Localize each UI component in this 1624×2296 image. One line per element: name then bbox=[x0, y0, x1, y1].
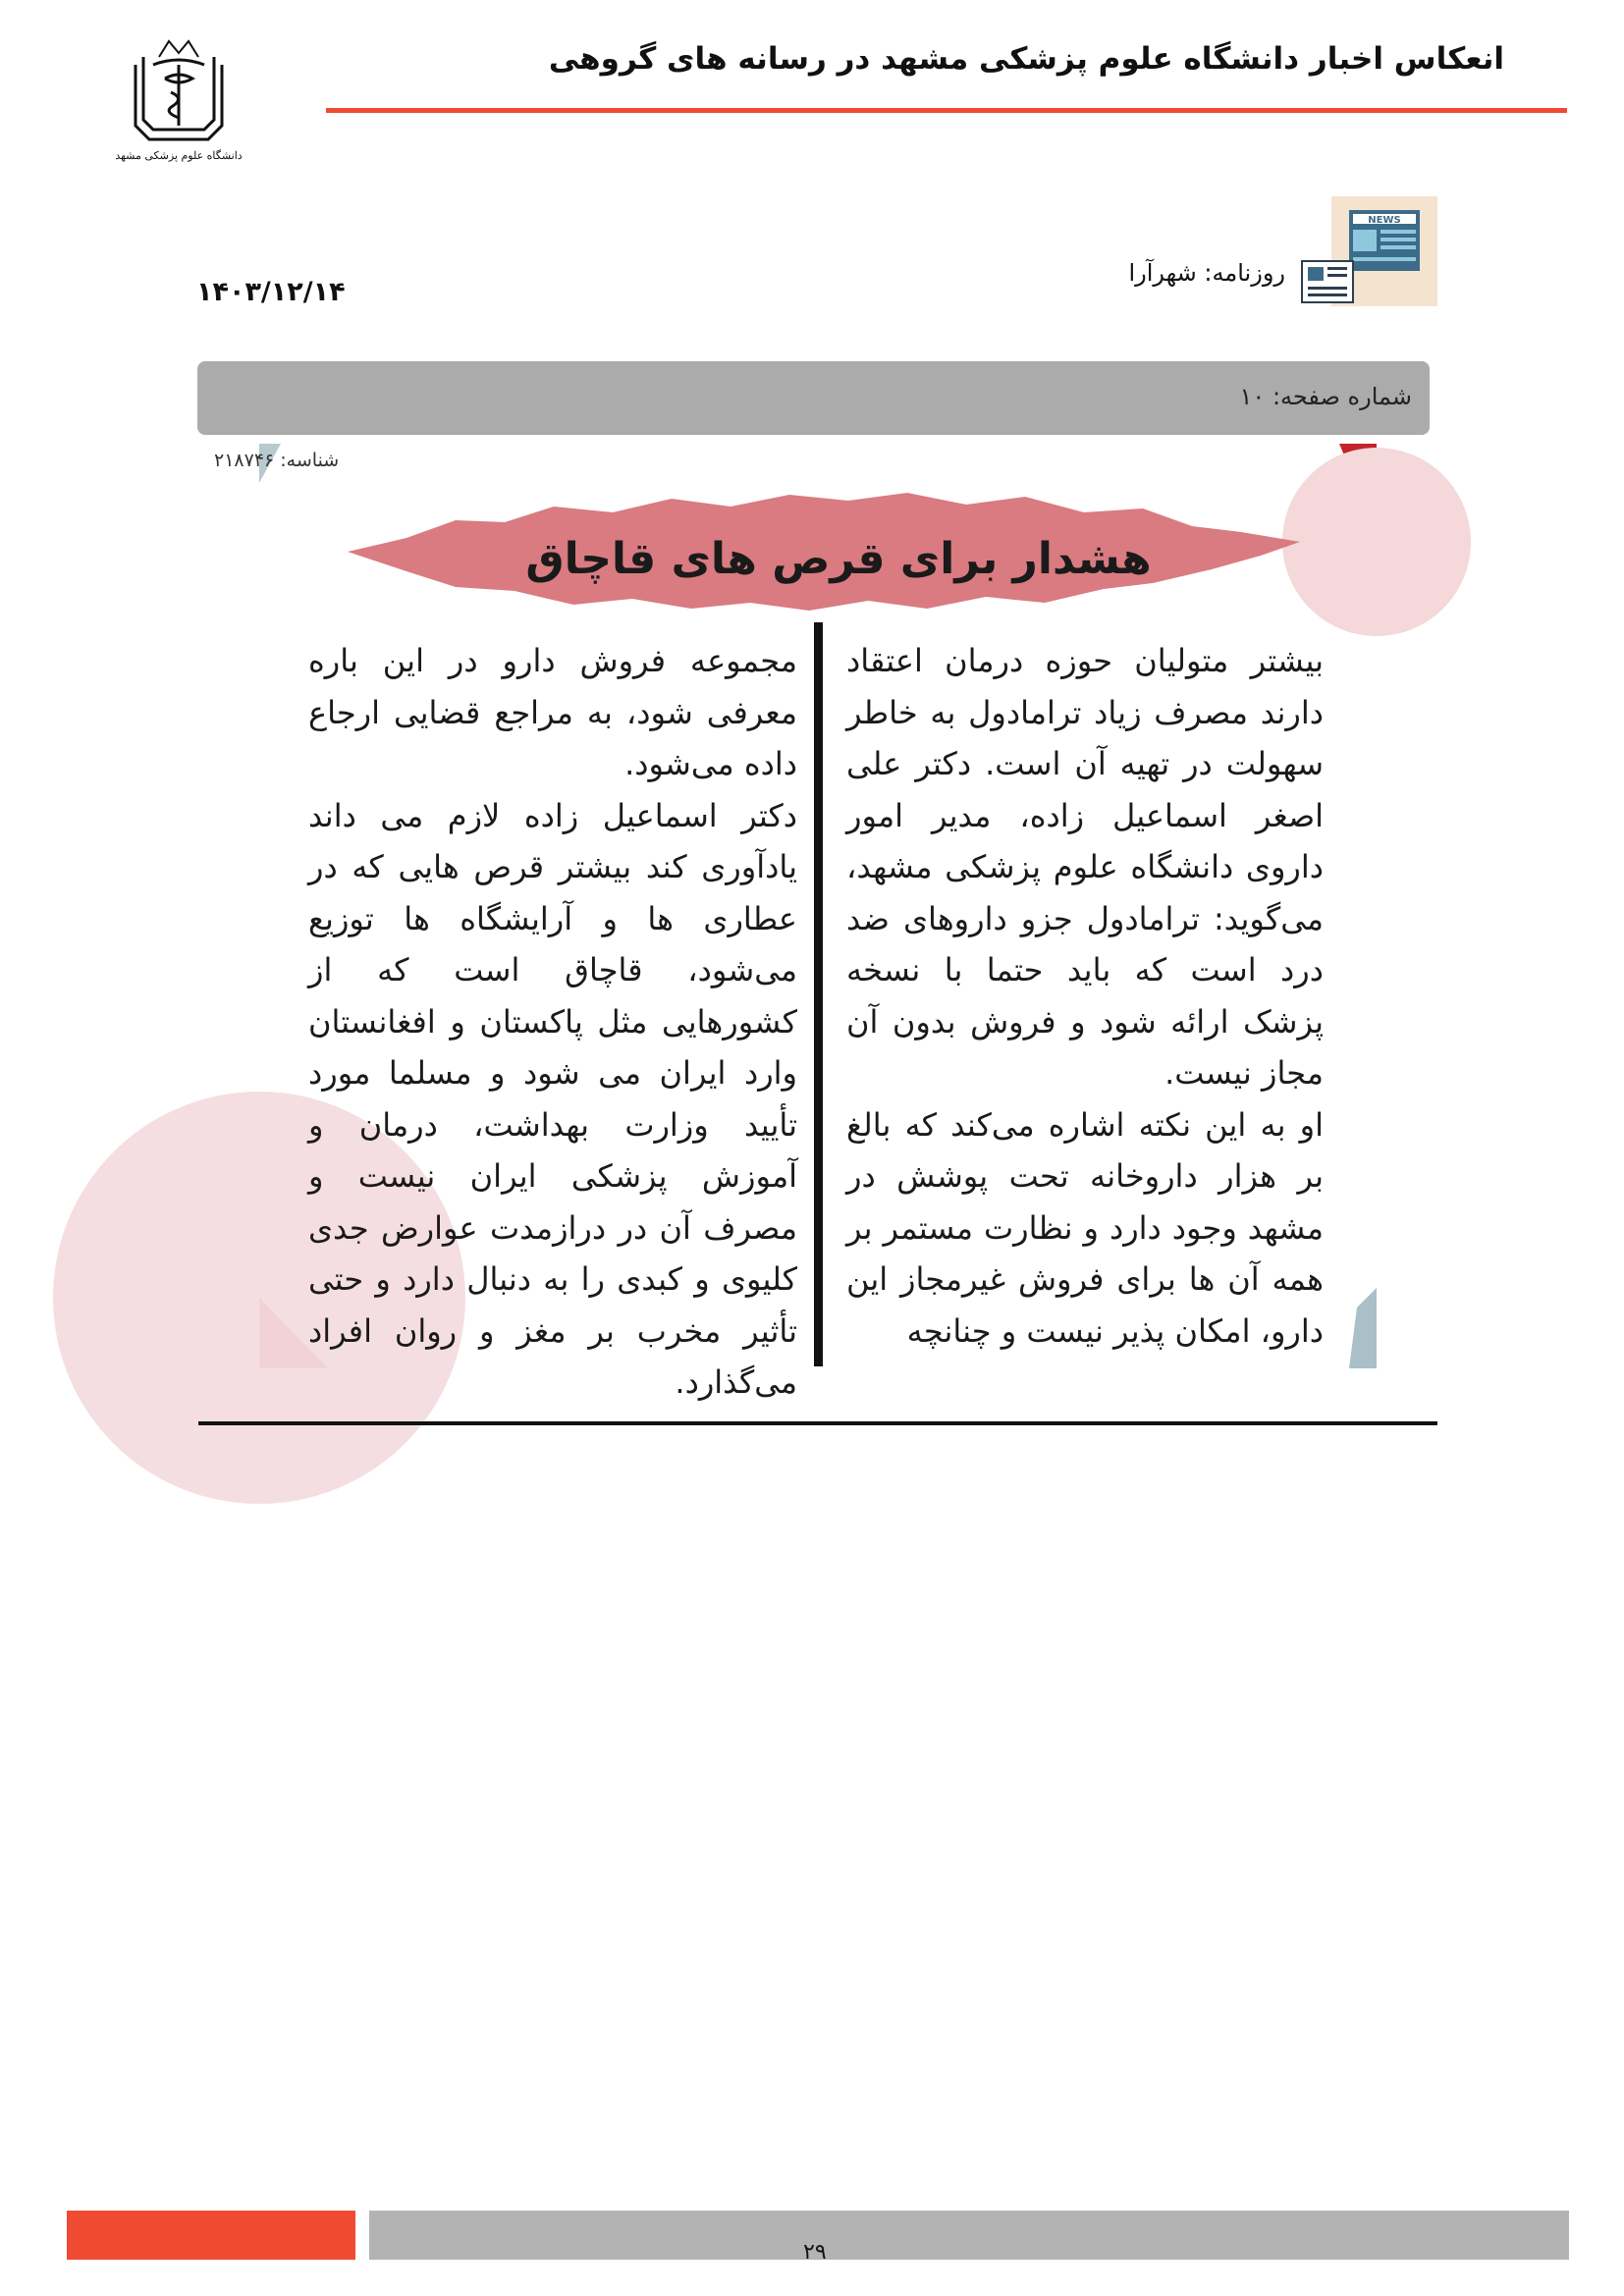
newspaper-icon bbox=[1302, 196, 1437, 306]
article-paragraph: بیشتر متولیان حوزه درمان اعتقاد دارند مصرف زیاد ترامادول به خاطر سهولت در تهیه آن است. دکتر علی اصغر اسماعیل زاده، مدیر امور داروی دانشگاه علوم پزشکی مشهد، می‌گوید: ترامادول جزو داروهای ضد درد است که باید حتما با نسخه پزشک ارائه شود و فروش بدون آن مجاز نیست. bbox=[846, 642, 1324, 1092]
newspaper-clipping bbox=[259, 444, 1377, 1401]
article-paragraph: دکتر اسماعیل زاده لازم می داند یادآوری کند بیشتر قرص هایی که در عطاری ها و آرایشگاه ها توزیع می‌شود، قاچاق است که از کشورهایی مثل پاکستان و افغانستان وارد ایران می شود و مسلما مورد تأیید وزارت بهداشت، درمان و آموزش پزشکی ایران نیست و مصرف آن در درازمدت عوارض جدی کلیوی و کبدی را به دنبال دارد و حتی تأثیر مخرب بر مغز و روان افراد می‌گذارد. bbox=[308, 796, 797, 1401]
article-column-left bbox=[308, 635, 797, 1409]
article-column-right bbox=[846, 635, 1324, 1357]
content-divider bbox=[198, 1421, 1437, 1425]
newspaper-name: روزنامه: شهرآرا bbox=[1128, 259, 1285, 287]
university-logo bbox=[114, 35, 244, 165]
header-title: انعکاس اخبار دانشگاه علوم پزشکی مشهد در رسانه های گروهی bbox=[548, 41, 1504, 77]
footer-accent-bar bbox=[67, 2211, 355, 2260]
clip-id: شناسه: ۲۱۸۷۴۶ bbox=[214, 450, 340, 471]
news-icon-text: NEWS bbox=[1368, 215, 1401, 226]
footer-page-number: ۲۹ bbox=[803, 2240, 827, 2265]
page-number-bar bbox=[197, 361, 1430, 435]
article-paragraph: او به این نکته اشاره می‌کند که بالغ بر هزار داروخانه تحت پوشش در مشهد وجود دارد و نظارت مستمر بر همه آن ها برای فروش غیرمجاز این دارو، امکان پذیر نیست و چنانچه bbox=[846, 1105, 1324, 1350]
header-divider bbox=[326, 108, 1567, 113]
article-headline: هشدار برای قرص های قاچاق bbox=[525, 534, 1152, 584]
publish-date: ۱۴۰۳/۱۲/۱۴ bbox=[196, 277, 346, 307]
article-paragraph: مجموعه فروش دارو در این باره معرفی شود، به مراجع قضایی ارجاع داده می‌شود. bbox=[308, 642, 797, 782]
page-number-label: شماره صفحه: ۱۰ bbox=[1239, 383, 1412, 410]
footer-bar bbox=[369, 2211, 1569, 2260]
svg-text:دانشگاه علوم پزشکی مشهد: دانشگاه علوم پزشکی مشهد bbox=[115, 149, 243, 162]
column-divider bbox=[814, 622, 823, 1366]
